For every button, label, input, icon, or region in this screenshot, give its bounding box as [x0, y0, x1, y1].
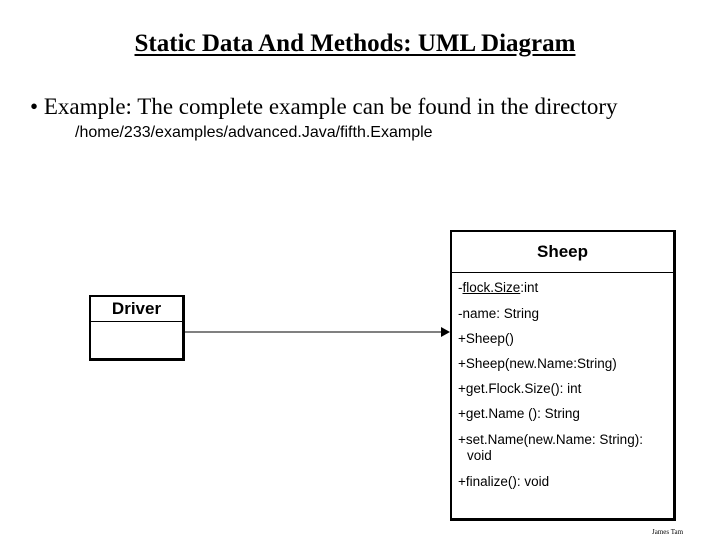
sheep-attribute-name: -name: String: [458, 306, 540, 321]
sheep-operation: +Sheep(): [458, 331, 514, 346]
sheep-operation: +get.Flock.Size(): int: [458, 381, 582, 396]
sheep-operation-continuation: void: [467, 448, 492, 463]
sheep-attribute-flock-size: [458, 280, 538, 295]
bullet-marker: •: [30, 94, 39, 119]
directory-path: /home/233/examples/advanced.Java/fifth.Example: [75, 124, 433, 141]
attr-static-name: flock.Size: [462, 280, 521, 295]
slide-title: Static Data And Methods: UML Diagram: [134, 30, 576, 57]
author-footer: James Tam: [652, 528, 684, 536]
sheep-operation: +set.Name(new.Name: String):: [458, 432, 643, 447]
attr-prefix: -: [458, 280, 463, 295]
sheep-operation: +Sheep(new.Name:String): [458, 356, 617, 371]
sheep-operation: +finalize(): void: [458, 474, 550, 489]
sheep-class-box: [450, 230, 676, 521]
bullet-text: Example: The complete example can be found in the directory: [43, 94, 618, 119]
driver-class-name: Driver: [91, 297, 182, 322]
attr-suffix: :int: [520, 280, 539, 295]
driver-class-box: [89, 295, 185, 361]
sheep-operation: +get.Name (): String: [458, 406, 580, 421]
association-arrowhead: [441, 327, 450, 337]
sheep-class-name: Sheep: [452, 232, 673, 273]
